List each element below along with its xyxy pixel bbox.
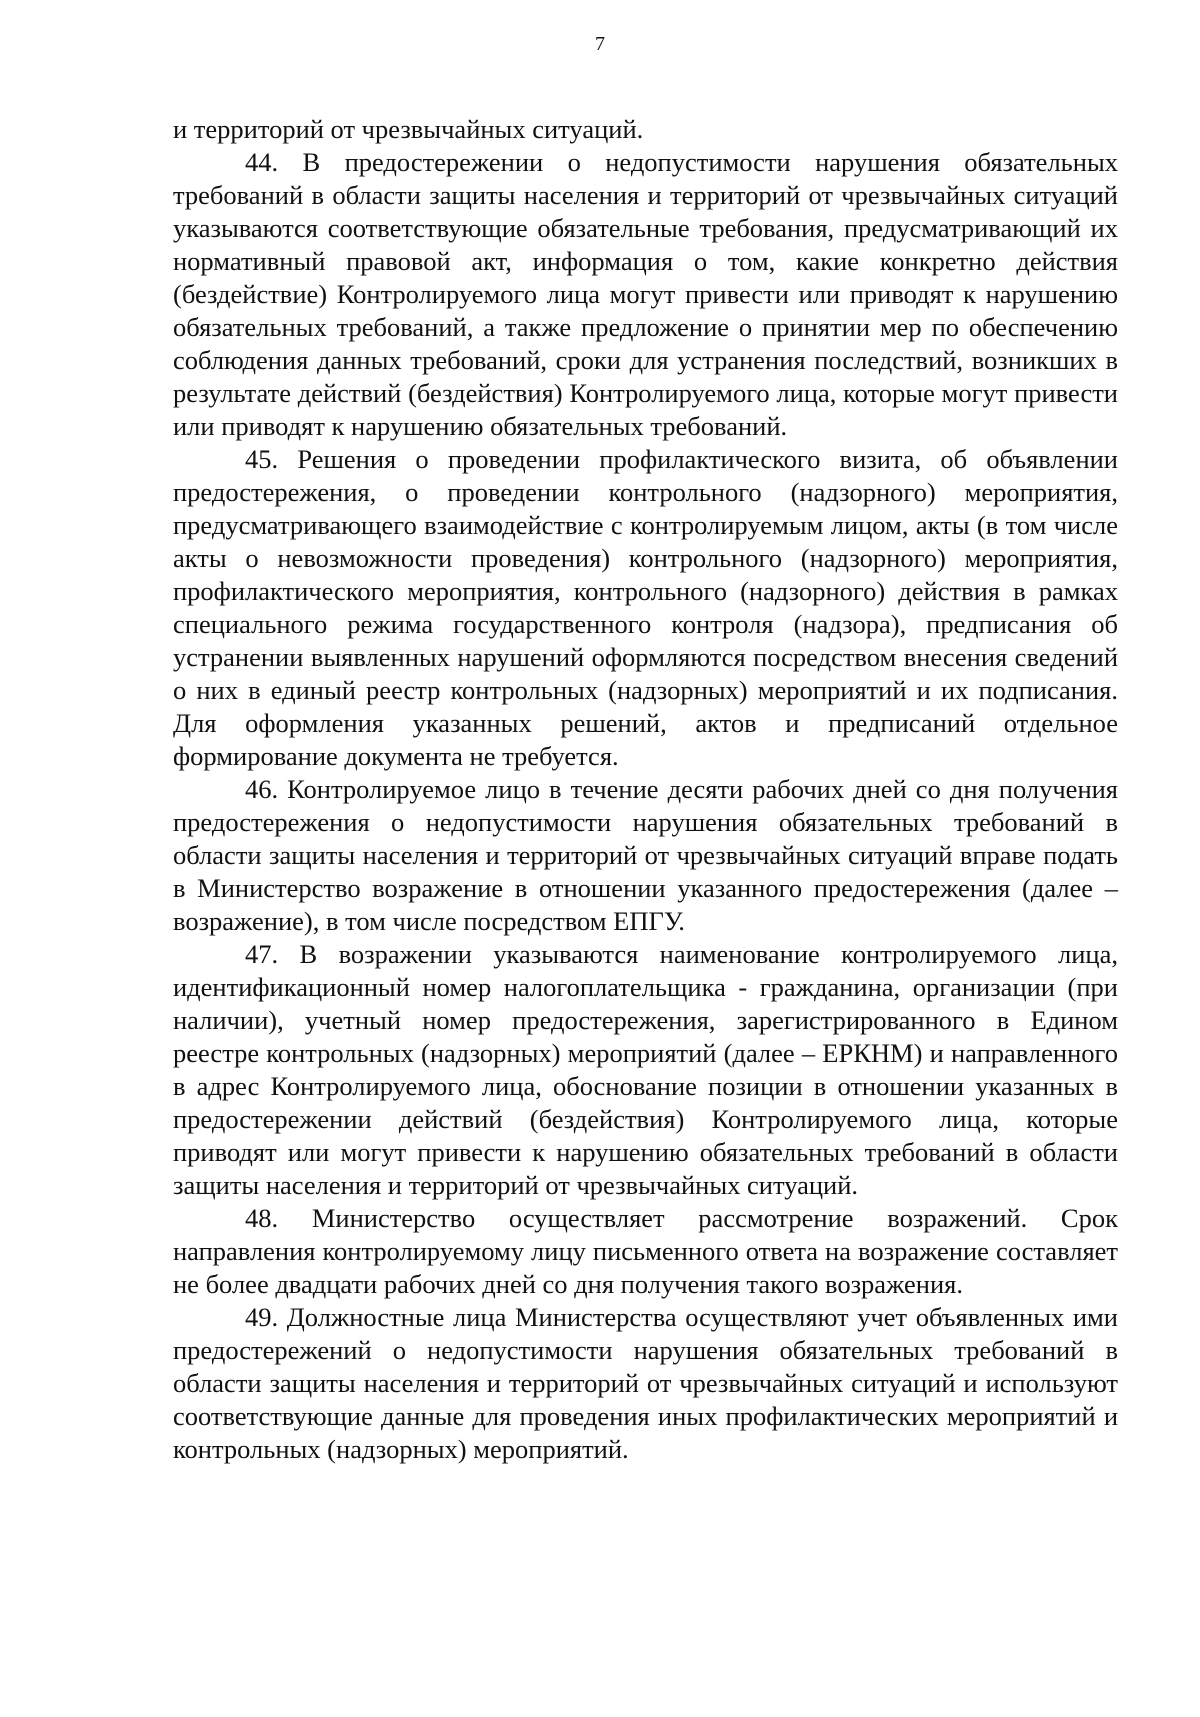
paragraph-45: 45. Решения о проведении профилактического визита, об объявлении предостережения, о проведении контрольного (надзорного) мероприятия, предусматривающего взаимодействие с контролируемым лицом, акты (в том числе акты о невозможности проведения) контрольного (надзорного) мероприятия, профилактического мероприятия, контрольного (надзорного) действия в рамках специального режима государственного контроля (надзора), предписания об устранении выявленных нарушений оформляются посредством внесения сведений о них в единый реестр контрольных (надзорных) мероприятий и их подписания. Для оформления указанных решений, актов и предписаний отдельное формирование документа не требуется. (173, 444, 1118, 771)
paragraph-49: 49. Должностные лица Министерства осуществляют учет объявленных ими предостережений о недопустимости нарушения обязательных требований в области защиты населения и территорий от чрезвычайных ситуаций и используют соответствующие данные для проведения иных профилактических мероприятий и контрольных (надзорных) мероприятий. (173, 1302, 1118, 1464)
page-number: 7 (595, 33, 605, 55)
continuation-paragraph: и территорий от чрезвычайных ситуаций. (173, 114, 644, 144)
paragraph-44: 44. В предостережении о недопустимости нарушения обязательных требований в области защиты населения и территорий от чрезвычайных ситуаций указываются соответствующие обязательные требования, предусматривающий их нормативный правовой акт, информация о том, какие конкретно действия (бездействие) Контролируемого лица могут привести или приводят к нарушению обязательных требований, а также предложение о принятии мер по обеспечению соблюдения данных требований, сроки для устранения последствий, возникших в результате действий (бездействия) Контролируемого лица, которые могут привести или приводят к нарушению обязательных требований. (173, 147, 1118, 441)
document-body (173, 113, 1118, 1466)
paragraph-47: 47. В возражении указываются наименование контролируемого лица, идентификационный номер налогоплательщика - гражданина, организации (при наличии), учетный номер предостережения, зарегистрированного в Едином реестре контрольных (надзорных) мероприятий (далее – ЕРКНМ) и направленного в адрес Контролируемого лица, обоснование позиции в отношении указанных в предостережении действий (бездействия) Контролируемого лица, которые приводят или могут привести к нарушению обязательных требований в области защиты населения и территорий от чрезвычайных ситуаций. (173, 939, 1118, 1200)
paragraph-48: 48. Министерство осуществляет рассмотрение возражений. Срок направления контролируемому лицу письменного ответа на возражение составляет не более двадцати рабочих дней со дня получения такого возражения. (173, 1203, 1118, 1299)
paragraph-46: 46. Контролируемое лицо в течение десяти рабочих дней со дня получения предостережения о недопустимости нарушения обязательных требований в области защиты населения и территорий от чрезвычайных ситуаций вправе подать в Министерство возражение в отношении указанного предостережения (далее – возражение), в том числе посредством ЕПГУ. (173, 774, 1118, 936)
